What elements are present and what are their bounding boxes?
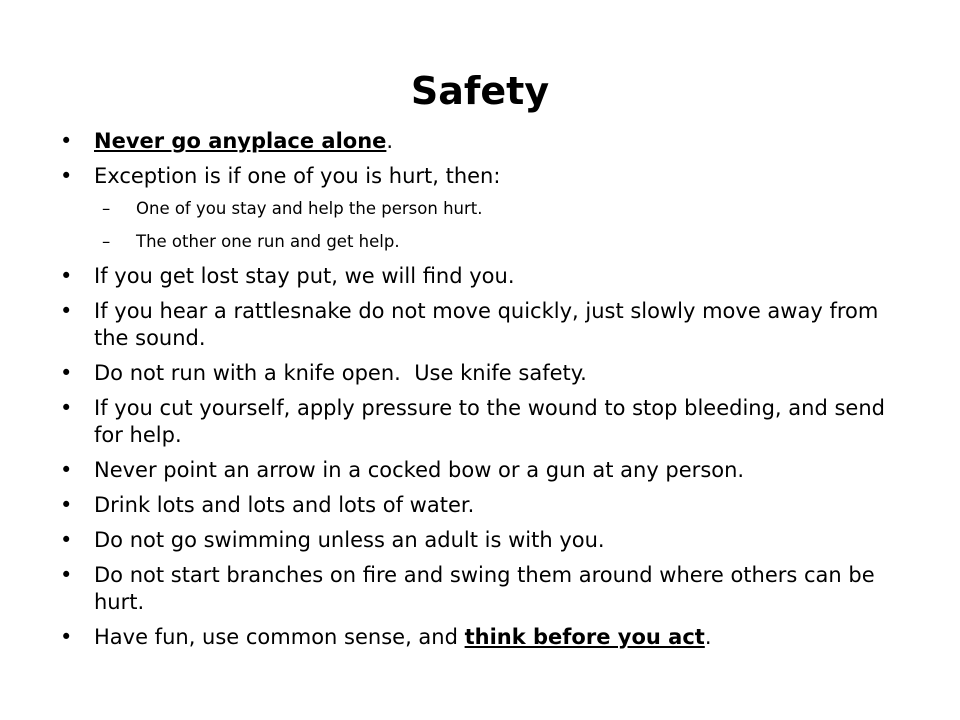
list-item: [60, 163, 910, 190]
list-item: [60, 457, 910, 484]
bullet-icon: •: [60, 164, 73, 188]
item-text: If you hear a rattlesnake do not move quickly, just slowly move away from the sound.: [94, 299, 879, 350]
emphasis-text: Never go anyplace alone: [94, 129, 387, 153]
sub-list-item: [60, 231, 910, 253]
item-text: One of you stay and help the person hurt.: [136, 199, 483, 218]
emphasis-text: think before you act: [464, 625, 705, 649]
bullet-icon: •: [60, 361, 73, 385]
dash-icon: –: [102, 199, 111, 218]
bullet-icon: •: [60, 493, 73, 517]
list-item: [60, 128, 910, 155]
item-text: Do not go swimming unless an adult is with you.: [94, 528, 605, 552]
list-item: [60, 527, 910, 554]
item-text: If you get lost stay put, we will find you.: [94, 264, 515, 288]
bullet-icon: •: [60, 396, 73, 420]
slide-title: Safety: [410, 69, 550, 113]
item-text: The other one run and get help.: [136, 232, 400, 251]
item-text: .: [386, 129, 394, 153]
bullet-list: [60, 128, 910, 659]
sub-list-item: [60, 198, 910, 220]
bullet-icon: •: [60, 563, 73, 587]
item-text: Do not start branches on fire and swing them around where others can be hurt.: [94, 563, 875, 614]
bullet-icon: •: [60, 264, 73, 288]
item-text: Never point an arrow in a cocked bow or a gun at any person.: [94, 458, 745, 482]
list-item: [60, 360, 910, 387]
item-text: Exception is if one of you is hurt, then:: [94, 164, 501, 188]
list-item: [60, 492, 910, 519]
list-item: [60, 298, 910, 352]
item-text: Have fun, use common sense, and: [94, 625, 465, 649]
dash-icon: –: [102, 232, 111, 251]
bullet-icon: •: [60, 299, 73, 323]
list-item: [60, 624, 910, 651]
bullet-icon: •: [60, 528, 73, 552]
bullet-icon: •: [60, 458, 73, 482]
item-text: If you cut yourself, apply pressure to the wound to stop bleeding, and send for help.: [94, 396, 885, 447]
bullet-icon: •: [60, 625, 73, 649]
list-item: [60, 562, 910, 616]
item-text: Drink lots and lots and lots of water.: [94, 493, 475, 517]
list-item: [60, 395, 910, 449]
list-item: [60, 263, 910, 290]
bullet-icon: •: [60, 129, 73, 153]
item-text: Do not run with a knife open. Use knife safety.: [94, 361, 587, 385]
item-text: .: [704, 625, 712, 649]
